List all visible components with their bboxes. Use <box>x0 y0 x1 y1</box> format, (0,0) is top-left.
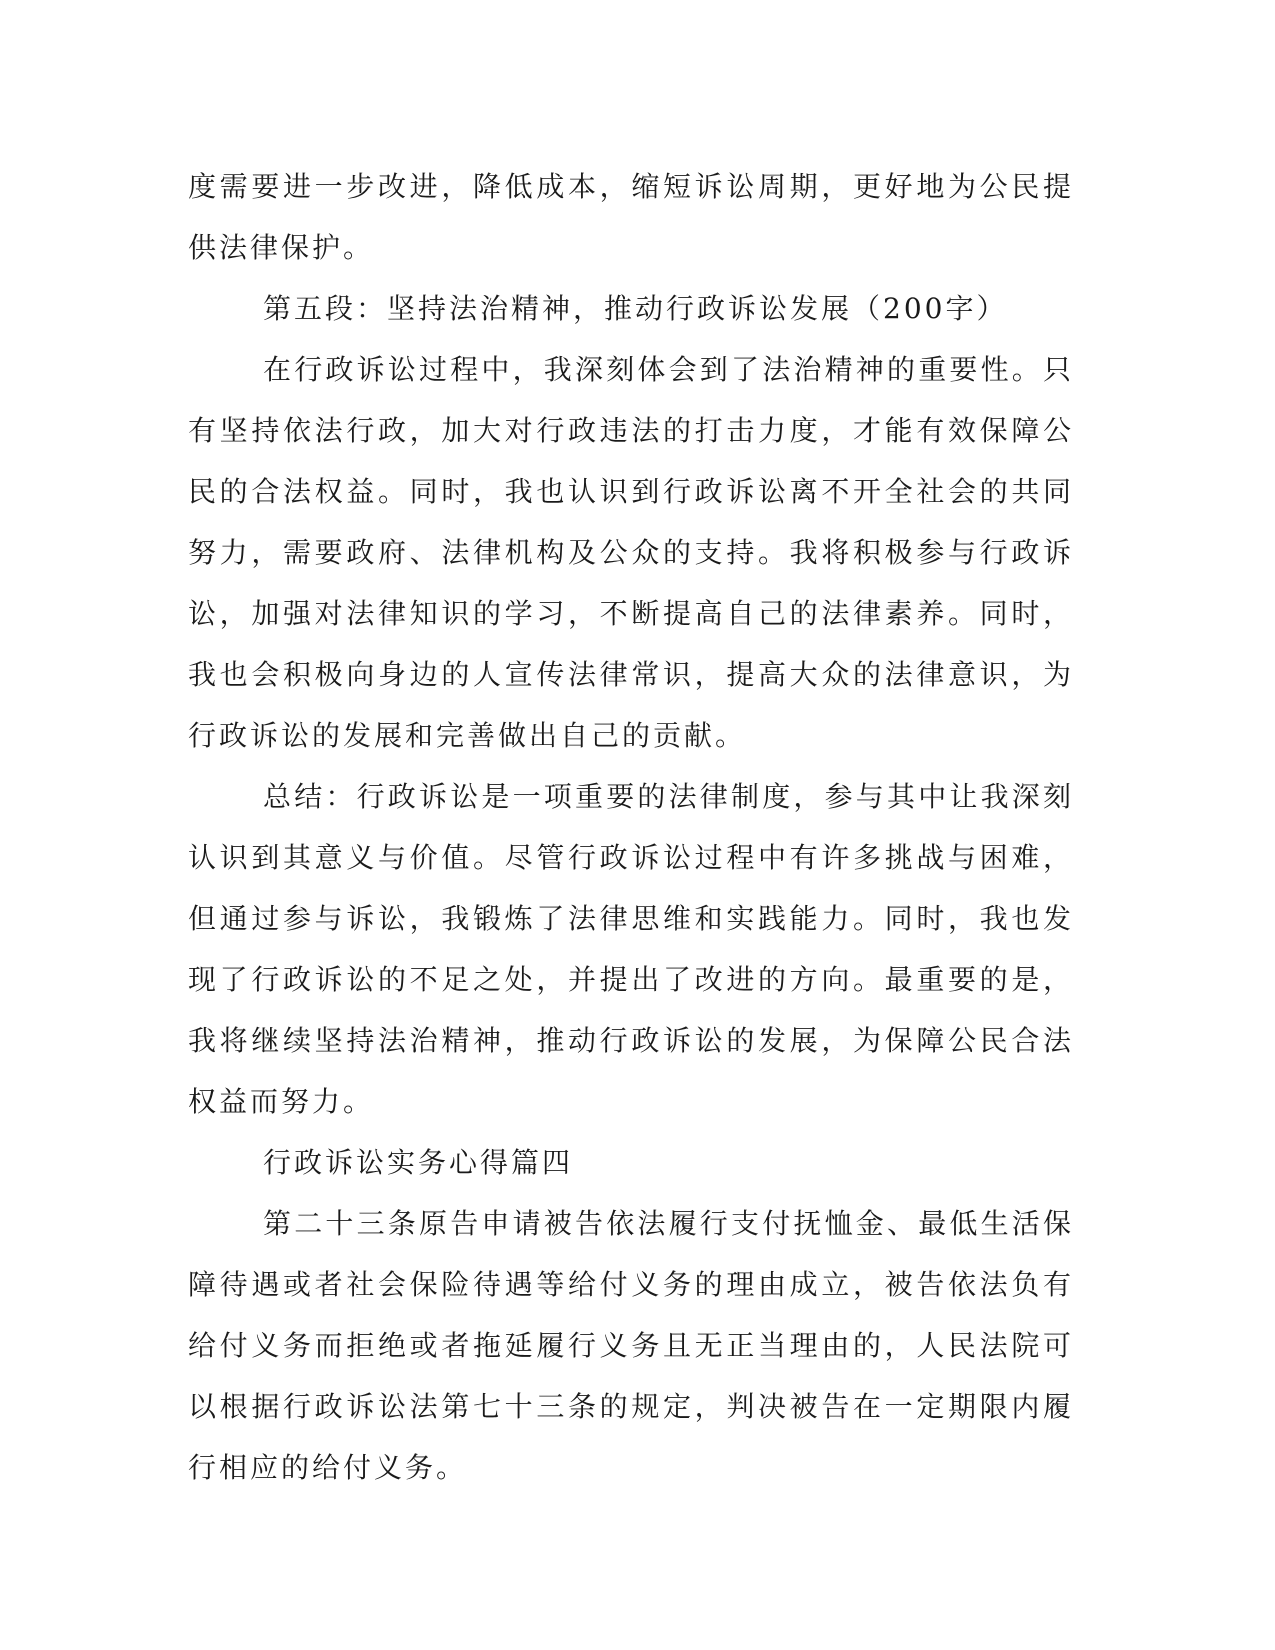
paragraph-continuation: 度需要进一步改进，降低成本，缩短诉讼周期，更好地为公民提供法律保护。 <box>188 170 1074 264</box>
chapter-title-part-four: 行政诉讼实务心得篇四 <box>263 1146 574 1179</box>
paragraph-summary: 总结：行政诉讼是一项重要的法律制度，参与其中让我深刻认识到其意义与价值。尽管行政诉讼过程中有许多挑战与困难，但通过参与诉讼，我锻炼了法律思维和实践能力。同时，我也发现了行政诉讼的不足之处，并提出了改进的方向。最重要的是，我将继续坚持法治精神，推动行政诉讼的发展，为保障公民合法权益而努力。 <box>188 780 1074 1118</box>
section-heading-paragraph-five: 第五段：坚持法治精神，推动行政诉讼发展（200字） <box>263 292 1008 325</box>
paragraph-rule-of-law: 在行政诉讼过程中，我深刻体会到了法治精神的重要性。只有坚持依法行政，加大对行政违法的打击力度，才能有效保障公民的合法权益。同时，我也认识到行政诉讼离不开全社会的共同努力，需要政府、法律机构及公众的支持。我将积极参与行政诉讼，加强对法律知识的学习，不断提高自己的法律素养。同时，我也会积极向身边的人宣传法律常识，提高大众的法律意识，为行政诉讼的发展和完善做出自己的贡献。 <box>188 353 1074 752</box>
document-body <box>188 156 1074 1498</box>
paragraph-article-23: 第二十三条原告申请被告依法履行支付抚恤金、最低生活保障待遇或者社会保险待遇等给付义务的理由成立，被告依法负有给付义务而拒绝或者拖延履行义务且无正当理由的，人民法院可以根据行政诉讼法第七十三条的规定，判决被告在一定期限内履行相应的给付义务。 <box>188 1207 1074 1484</box>
